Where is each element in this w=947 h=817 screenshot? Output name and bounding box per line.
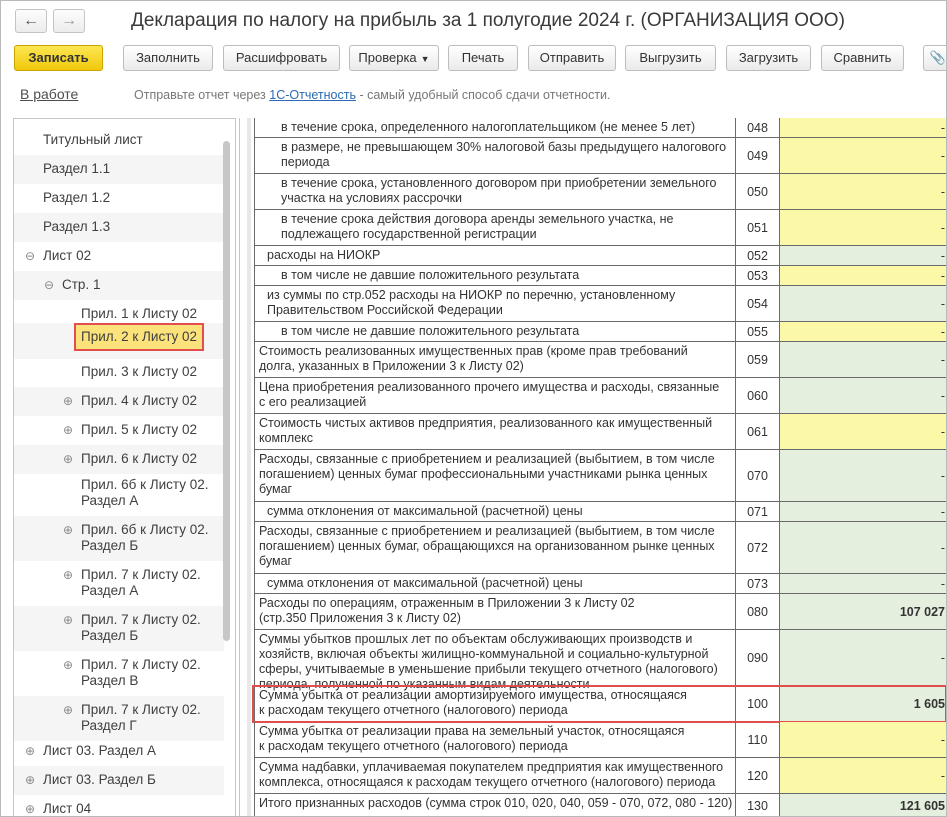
table-row [254, 342, 947, 378]
tree-item-label [43, 161, 110, 177]
row-code: 049 [736, 138, 780, 173]
row-description-line: расходы на НИОКР [267, 248, 381, 262]
tree-item-label [43, 190, 110, 206]
tree-item-label [81, 567, 201, 599]
paperclip-icon: 📎 [929, 50, 947, 65]
row-description [254, 450, 736, 501]
tree-item-label [81, 657, 201, 689]
status-line [1, 81, 947, 109]
row-description-line: Расходы по операциям, отраженным в Приложении 3 к Листу 02 [259, 596, 635, 610]
row-value-cell[interactable]: - [780, 322, 947, 341]
tree-item-label-line: Раздел Б [81, 628, 139, 643]
print-button[interactable]: Печать [448, 45, 518, 71]
row-value-cell[interactable]: - [780, 210, 947, 245]
tree-item-label-line: Прил. 7 к Листу 02. [81, 657, 201, 672]
row-value-cell[interactable]: 121 605 [780, 794, 947, 817]
row-code: 048 [736, 118, 780, 137]
row-description [254, 686, 736, 721]
row-value-cell[interactable]: - [780, 286, 947, 321]
page-title: Декларация по налогу на прибыль за 1 полугодие 2024 г. (ОРГАНИЗАЦИЯ ООО) [131, 10, 845, 31]
row-description [254, 794, 736, 817]
tree-item[interactable] [14, 358, 224, 387]
row-description-line: бумаг [259, 554, 293, 568]
row-description-line: Суммы убытков прошлых лет по объектам обслуживающих производств и [259, 632, 693, 646]
row-description-line: Сумма убытка от реализации амортизируемого имущества, относящаяся [259, 688, 687, 702]
tree-item-label-line: Прил. 1 к Листу 02 [81, 306, 198, 321]
tree-item-label [43, 801, 91, 817]
row-description-line: погашением) ценных бумаг профессиональными участниками рынка ценных [259, 467, 708, 481]
tree-item[interactable] [14, 155, 224, 184]
table-row [254, 594, 947, 630]
table-row [254, 286, 947, 322]
row-value-cell[interactable]: - [780, 266, 947, 285]
tree-item[interactable] [14, 387, 224, 416]
table-row [254, 722, 947, 758]
tree-item[interactable] [14, 471, 224, 516]
row-description-line: Сумма надбавки, уплачиваемая покупателем предприятия как имущественного [259, 760, 724, 774]
row-description-line: Цена приобретения реализованного прочего имущества и расходы, связанные [259, 380, 720, 394]
row-code: 060 [736, 378, 780, 413]
tree-item-label-line: Раздел А [81, 493, 139, 508]
tree-item[interactable] [14, 561, 224, 606]
row-description-line: погашением) ценных бумаг, обращающихся на организованном рынке ценных [259, 539, 715, 553]
row-value-cell[interactable]: - [780, 450, 947, 501]
tree-item-label [43, 772, 156, 788]
table-row [254, 758, 947, 794]
tree-item[interactable] [14, 737, 224, 766]
row-value-cell[interactable]: - [780, 174, 947, 209]
tree-item[interactable] [14, 242, 224, 271]
tree-item-label-line: Раздел Б [81, 538, 139, 553]
row-value-cell[interactable]: - [780, 414, 947, 449]
table-row [254, 686, 947, 722]
row-value-cell[interactable]: - [780, 502, 947, 521]
row-code: 090 [736, 630, 780, 685]
hint-suffix: - самый удобный способ сдачи отчетности. [355, 88, 611, 102]
tree-item-label [81, 306, 197, 322]
row-code: 055 [736, 322, 780, 341]
tree-item[interactable] [14, 271, 224, 300]
tree-item-label-line: Прил. 5 к Листу 02 [81, 422, 198, 437]
report-table [239, 118, 947, 817]
tree-item-label-line: Раздел Г [81, 718, 137, 733]
tree-scrollbar[interactable] [223, 141, 230, 641]
tree-item[interactable] [14, 516, 224, 561]
table-row [254, 174, 947, 210]
row-description-line: комплекса, относящаяся к расходам текущего отчетного (налогового) периода [259, 775, 716, 789]
row-description-line: Правительством Российской Федерации [267, 303, 503, 317]
row-description-line: участка на условиях рассрочки [281, 191, 463, 205]
attach-button[interactable] [923, 45, 947, 71]
tree-item-label [81, 702, 201, 734]
table-row [254, 210, 947, 246]
fill-button[interactable]: Заполнить [123, 45, 213, 71]
row-description-line: сумма отклонения от максимальной (расчетной) цены [267, 504, 583, 518]
row-description [254, 758, 736, 793]
row-description-line: периода, полученной по указанным видам деятельности [259, 677, 590, 691]
tree-item-label [62, 277, 100, 293]
tree-item-label-line: Прил. 2 к Листу 02 [81, 329, 198, 344]
row-description [254, 342, 736, 377]
row-description-line: Стоимость реализованных имущественных прав (кроме прав требований [259, 344, 688, 358]
tree-item-label [43, 248, 91, 264]
row-description-line: Расходы, связанные с приобретением и реализацией (выбытием, в том числе [259, 524, 715, 538]
tree-item-label [81, 522, 209, 554]
tree-item-label-line: Раздел В [81, 673, 139, 688]
decode-button[interactable]: Расшифровать [223, 45, 340, 71]
row-description [254, 378, 736, 413]
tree-item-label-line: Лист 02 [43, 248, 92, 263]
tree-item-label-line: Прил. 6б к Листу 02. [81, 477, 209, 492]
expand-icon[interactable]: ⊕ [25, 773, 36, 787]
row-description-line: подлежащего государственной регистрации [281, 227, 537, 241]
table-margin [247, 118, 251, 817]
row-description-line: из суммы по стр.052 расходы на НИОКР по перечню, установленному [267, 288, 676, 302]
caret-down-icon: ▼ [420, 54, 430, 64]
tree-item[interactable] [14, 696, 224, 741]
tree-item-label-line: Лист 04 [43, 801, 92, 816]
tree-item-label-line: Лист 03. Раздел А [43, 743, 156, 758]
tree-item-label-line: Прил. 7 к Листу 02. [81, 702, 201, 717]
row-value-cell[interactable]: - [780, 378, 947, 413]
tree-item[interactable] [14, 795, 224, 817]
row-description [254, 594, 736, 629]
expand-icon[interactable]: ⊕ [63, 394, 74, 408]
row-description [254, 414, 736, 449]
tree-item-label [81, 477, 209, 509]
expand-icon[interactable]: ⊕ [63, 523, 74, 537]
row-description-line: сумма отклонения от максимальной (расчетной) цены [267, 576, 583, 590]
row-code: 053 [736, 266, 780, 285]
status-link[interactable]: В работе [20, 86, 79, 102]
table-row [254, 266, 947, 286]
table-row [254, 378, 947, 414]
tree-item[interactable] [14, 606, 224, 651]
row-code: 071 [736, 502, 780, 521]
expand-icon[interactable]: ⊕ [63, 613, 74, 627]
row-description [254, 266, 736, 285]
tree-item-label-line: Раздел 1.2 [43, 190, 111, 205]
row-description-line: в течение срока действия договора аренды земельного участка, не [281, 212, 674, 226]
row-description-line: периода [281, 155, 330, 169]
row-description-line: в том числе не давшие положительного результата [281, 268, 580, 282]
table-row [254, 450, 947, 502]
tree-item-label-line: Раздел 1.3 [43, 219, 111, 234]
tree-item[interactable] [14, 323, 224, 359]
row-description-line: хозяйств, включая объекты жилищно-коммунальной и социально-культурной [259, 647, 709, 661]
row-description-line: комплекс [259, 431, 314, 445]
row-code: 072 [736, 522, 780, 573]
row-value-cell[interactable]: 107 027 [780, 594, 947, 629]
row-description-line: бумаг [259, 482, 293, 496]
expand-icon[interactable]: ⊕ [25, 802, 36, 816]
table-row [254, 246, 947, 266]
expand-icon[interactable]: ⊕ [63, 423, 74, 437]
row-code: 059 [736, 342, 780, 377]
tree-item-label [43, 219, 110, 235]
tree-item[interactable] [14, 651, 224, 696]
tree-item[interactable] [14, 213, 224, 242]
row-value-cell[interactable]: - [780, 118, 947, 137]
tree-item-label [81, 422, 197, 438]
tree-item-label [81, 393, 197, 409]
tree-item-label [43, 743, 156, 759]
row-description-line: Сумма убытка от реализации права на земельный участок, относящаяся [259, 724, 685, 738]
hint-text [134, 88, 611, 102]
reporting-service-link[interactable]: 1С-Отчетность [269, 88, 356, 102]
row-description-line: с его реализацией [259, 395, 367, 409]
row-code: 070 [736, 450, 780, 501]
import-button[interactable]: Загрузить [726, 45, 811, 71]
row-code: 052 [736, 246, 780, 265]
table-row [254, 322, 947, 342]
tree-item-label [74, 323, 204, 351]
tree-item-label [81, 451, 197, 467]
title-bar [1, 1, 947, 41]
export-button[interactable]: Выгрузить [625, 45, 716, 71]
row-description-line: к расходам текущего отчетного (налогового) периода [259, 703, 568, 717]
row-code: 080 [736, 594, 780, 629]
table-row [254, 630, 947, 691]
row-description-line: сферы, учитываемые в уменьшение прибыли текущего отчетного (налогового) [259, 662, 718, 676]
tree-item[interactable] [14, 184, 224, 213]
row-value-cell[interactable]: - [780, 722, 947, 757]
hint-prefix: Отправьте отчет через [134, 88, 270, 102]
row-value-cell[interactable]: - [780, 246, 947, 265]
send-button[interactable]: Отправить [528, 45, 616, 71]
arrow-right-icon: → [61, 12, 77, 29]
row-description-line: долга, указанных в Приложении 3 к Листу 02) [259, 359, 524, 373]
row-code: 061 [736, 414, 780, 449]
row-value-cell[interactable]: 1 605 [780, 686, 947, 721]
row-code: 120 [736, 758, 780, 793]
arrow-left-icon: ← [23, 12, 39, 29]
row-code: 050 [736, 174, 780, 209]
table-row [254, 138, 947, 174]
tree-item-label-line: Прил. 3 к Листу 02 [81, 364, 198, 379]
tree-item[interactable] [14, 416, 224, 445]
expand-icon[interactable]: ⊕ [63, 658, 74, 672]
row-description-line: Итого признанных расходов (сумма строк 010, 020, 040, 059 - 070, 072, 080 - 120) [259, 796, 733, 810]
row-code: 054 [736, 286, 780, 321]
table-row [254, 794, 947, 817]
collapse-icon[interactable]: ⊖ [25, 249, 36, 263]
tree-item-label-line: Раздел 1.1 [43, 161, 111, 176]
row-description-line: в течение срока, установленного договором при приобретении земельного [281, 176, 717, 190]
tree-item-label [43, 132, 143, 148]
row-code: 073 [736, 574, 780, 593]
tree-item-label [81, 364, 197, 380]
row-code: 130 [736, 794, 780, 817]
row-description [254, 502, 736, 521]
expand-icon[interactable]: ⊕ [63, 568, 74, 582]
row-value-cell[interactable]: - [780, 522, 947, 573]
row-description-line: в размере, не превышающем 30% налоговой базы предыдущего налогового [281, 140, 727, 154]
back-button[interactable] [15, 9, 47, 33]
row-description [254, 286, 736, 321]
check-button-label: Проверка [358, 50, 417, 65]
tree-item-label-line: Раздел А [81, 583, 139, 598]
row-description [254, 118, 736, 137]
compare-button[interactable]: Сравнить [821, 45, 904, 71]
tree-item-label [81, 612, 201, 644]
tree-item-label-line: Стр. 1 [62, 277, 101, 292]
table-row [254, 414, 947, 450]
tree-item-label-line: Прил. 6б к Листу 02. [81, 522, 209, 537]
tree-item-label-line: Прил. 4 к Листу 02 [81, 393, 198, 408]
table-row [254, 522, 947, 574]
tree-item[interactable] [14, 126, 224, 155]
row-code: 051 [736, 210, 780, 245]
row-value-cell[interactable]: - [780, 630, 947, 685]
tree-item-label-line: Прил. 7 к Листу 02. [81, 567, 201, 582]
row-description-line: к расходам текущего отчетного (налогового) периода [259, 739, 568, 753]
row-value-cell[interactable]: - [780, 342, 947, 377]
row-code: 110 [736, 722, 780, 757]
row-description-line: в течение срока, определенного налогоплательщиком (не менее 5 лет) [281, 120, 696, 134]
check-dropdown-button[interactable] [349, 45, 439, 71]
row-description [254, 522, 736, 573]
forward-button[interactable] [53, 9, 85, 33]
tree-item-label-line: Лист 03. Раздел Б [43, 772, 156, 787]
tree-item-label-line: Прил. 6 к Листу 02 [81, 451, 198, 466]
row-description [254, 210, 736, 245]
row-description [254, 246, 736, 265]
row-description-line: Стоимость чистых активов предприятия, реализованного как имущественный [259, 416, 713, 430]
row-value-cell[interactable]: - [780, 758, 947, 793]
row-description [254, 174, 736, 209]
toolbar [1, 43, 947, 73]
row-description [254, 138, 736, 173]
tree-item-label-line: Титульный лист [43, 132, 143, 147]
row-description-line: Расходы, связанные с приобретением и реализацией (выбытием, в том числе [259, 452, 715, 466]
collapse-icon[interactable]: ⊖ [44, 278, 55, 292]
row-value-cell[interactable]: - [780, 574, 947, 593]
tree-item[interactable] [14, 766, 224, 795]
expand-icon[interactable]: ⊕ [63, 452, 74, 466]
tree-item[interactable] [14, 445, 224, 474]
row-description-line: в том числе не давшие положительного результата [281, 324, 580, 338]
row-description [254, 574, 736, 593]
expand-icon[interactable]: ⊕ [25, 744, 36, 758]
table-row [254, 118, 947, 138]
tree-item-label-line: Прил. 7 к Листу 02. [81, 612, 201, 627]
row-description [254, 322, 736, 341]
save-button[interactable]: Записать [14, 45, 103, 71]
table-row [254, 502, 947, 522]
row-description-line: (стр.350 Приложения 3 к Листу 02) [259, 611, 461, 625]
row-code: 100 [736, 686, 780, 721]
sections-tree [13, 118, 236, 817]
row-description [254, 722, 736, 757]
row-description [254, 630, 736, 691]
table-row [254, 574, 947, 594]
expand-icon[interactable]: ⊕ [63, 703, 74, 717]
row-value-cell[interactable]: - [780, 138, 947, 173]
